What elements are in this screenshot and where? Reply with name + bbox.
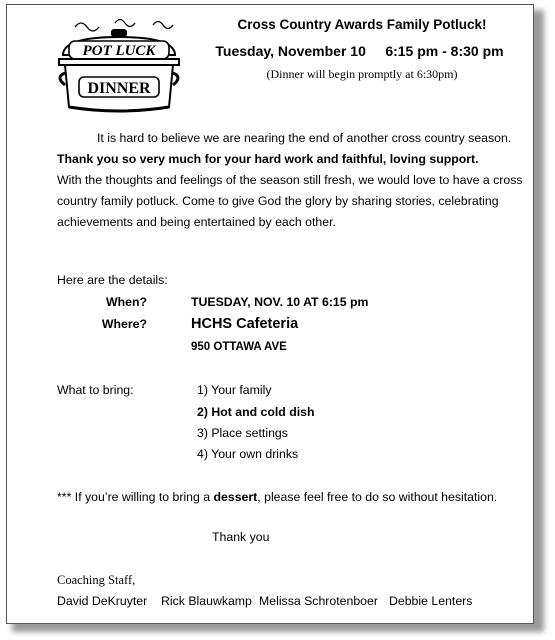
invitation-paragraph: With the thoughts and feelings of the season still fresh, we would love to have a cross country family potluck. Come to give God the glory by sharing stories, celebrating achievements and being entertained by each other.: [57, 173, 523, 229]
when-value: TUESDAY, NOV. 10 AT 6:15 pm: [191, 295, 369, 309]
dinner-note: (Dinner will begin promptly at 6:30pm): [266, 67, 458, 81]
intro-paragraph: It is hard to believe we are nearing the end of another cross country season.: [97, 131, 512, 145]
logo-text-potluck: POT LUCK: [82, 43, 156, 59]
staff-name-dekruyter: David DeKruyter: [57, 594, 148, 608]
thanks-paragraph: Thank you so very much for your hard work and faithful, loving support.: [57, 152, 479, 166]
flyer-page: [6, 4, 534, 624]
bring-item-dish: 2) Hot and cold dish: [197, 405, 315, 419]
dessert-note: [57, 490, 497, 504]
event-dateline: [187, 43, 532, 59]
where-value: HCHS Cafeteria: [191, 316, 299, 332]
details-label: Here are the details:: [57, 273, 168, 287]
staff-name-lenters: Debbie Lenters: [389, 594, 473, 608]
bring-label: What to bring:: [57, 383, 134, 397]
when-label: When?: [106, 295, 147, 309]
thank-you: Thank you: [212, 530, 270, 544]
coaching-staff-label: Coaching Staff,: [57, 573, 136, 587]
logo-text-dinner: DINNER: [87, 80, 151, 97]
address: 950 OTTAWA AVE: [191, 341, 287, 353]
bring-item-settings: 3) Place settings: [197, 426, 288, 440]
dessert-word: dessert: [213, 490, 258, 504]
body-text: [57, 128, 527, 233]
dessert-prefix: *** If you’re willing to bring a: [57, 490, 214, 504]
where-label: Where?: [101, 317, 147, 331]
event-date: Tuesday, November 10: [215, 43, 366, 59]
pot-luck-logo: [55, 15, 183, 117]
event-time: 6:15 pm - 8:30 pm: [385, 43, 504, 59]
dessert-suffix: , please feel free to do so without hesitation.: [257, 490, 498, 504]
flyer-title: Cross Country Awards Family Potluck!: [237, 17, 487, 32]
bring-item-drinks: 4) Your own drinks: [197, 447, 299, 461]
staff-name-blauwkamp: Rick Blauwkamp: [161, 594, 252, 608]
staff-name-schrotenboer: Melissa Schrotenboer: [259, 594, 378, 608]
bring-item-family: 1) Your family: [197, 383, 272, 397]
